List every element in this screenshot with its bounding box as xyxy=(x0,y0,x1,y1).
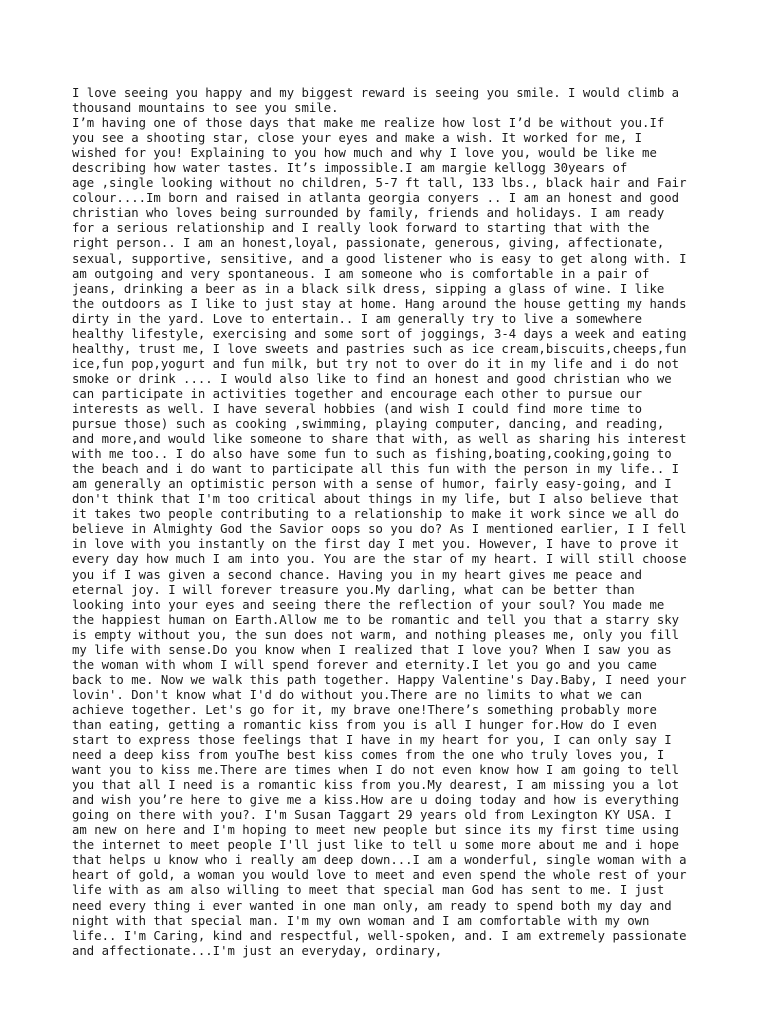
text-line: that helps u know who i really am deep down...I am a wonderful, single woman with a xyxy=(72,853,687,868)
text-line: want you to kiss me.There are times when I do not even know how I am going to tell xyxy=(72,763,680,778)
text-line: for a serious relationship and I really look forward to starting that with the xyxy=(72,221,650,236)
text-line: describing how water tastes. It’s impossible.I am margie kellogg 30years of xyxy=(72,161,628,176)
text-line: thousand mountains to see you smile. xyxy=(72,101,339,116)
text-line: healthy lifestyle, exercising and some sort of joggings, 3-4 days a week and eating xyxy=(72,326,687,341)
text-line: ice,fun pop,yogurt and fun milk, but try not to over do it in my life and i do not xyxy=(72,356,680,371)
text-line: interests as well. I have several hobbies (and wish I could find more time to xyxy=(72,401,643,416)
text-line: christian who loves being surrounded by family, friends and holidays. I am ready xyxy=(72,206,665,221)
text-line: than eating, getting a romantic kiss from you is all I hunger for.How do I even xyxy=(72,717,657,732)
text-line: pursue those) such as cooking ,swimming, playing computer, dancing, and reading, xyxy=(72,417,665,432)
text-line: and affectionate...I'm just an everyday, ordinary, xyxy=(72,943,443,958)
text-line: the beach and i do want to participate all this fun with the person in my life.. I xyxy=(72,462,680,477)
text-line: the woman with whom I will spend forever and eternity.I let you go and you came xyxy=(72,657,657,672)
text-line: sexual, supportive, sensitive, and a good listener who is easy to get along with. I xyxy=(72,251,687,266)
text-line: and more,and would like someone to share that with, as well as sharing his interest xyxy=(72,432,687,447)
text-line: every day how much I am into you. You are the star of my heart. I will still choose xyxy=(72,552,687,567)
text-line: life.. I'm Caring, kind and respectful, well-spoken, and. I am extremely passionate xyxy=(72,928,687,943)
text-line: achieve together. Let's go for it, my brave one!There’s something probably more xyxy=(72,702,657,717)
text-line: the outdoors as I like to just stay at home. Hang around the house getting my hands xyxy=(72,296,687,311)
text-line: am new on here and I'm hoping to meet new people but since its my first time using xyxy=(72,823,680,838)
text-line: eternal joy. I will forever treasure you.My darling, what can be better than xyxy=(72,582,635,597)
text-line: you that all I need is a romantic kiss from you.My dearest, I am missing you a lot xyxy=(72,778,680,793)
text-line: need a deep kiss from youThe best kiss comes from the one who truly loves you, I xyxy=(72,748,665,763)
text-line: night with that special man. I'm my own woman and I am comfortable with my own xyxy=(72,913,650,928)
text-line: it takes two people contributing to a relationship to make it work since we all do xyxy=(72,507,680,522)
text-line: you see a shooting star, close your eyes and make a wish. It worked for me, I xyxy=(72,131,643,146)
text-line: dirty in the yard. Love to entertain.. I am generally try to live a somewhere xyxy=(72,311,643,326)
text-line: am generally an optimistic person with a sense of humor, fairly easy-going, and I xyxy=(72,477,672,492)
text-line: heart of gold, a woman you would love to meet and even spend the whole rest of your xyxy=(72,868,687,883)
text-line: jeans, drinking a beer as in a black silk dress, sipping a glass of wine. I like xyxy=(72,281,665,296)
text-line: colour....Im born and raised in atlanta georgia conyers .. I am an honest and good xyxy=(72,191,680,206)
text-line: the internet to meet people I'll just like to tell u some more about me and i hope xyxy=(72,838,680,853)
text-line: healthy, trust me, I love sweets and pastries such as ice cream,biscuits,cheeps,fun xyxy=(72,341,687,356)
text-line: and wish you’re here to give me a kiss.How are u doing today and how is everything xyxy=(72,793,680,808)
body-text xyxy=(72,86,712,959)
text-line: life with as am also willing to meet that special man God has sent to me. I just xyxy=(72,883,665,898)
text-line: in love with you instantly on the first day I met you. However, I have to prove it xyxy=(72,537,680,552)
text-line: smoke or drink .... I would also like to find an honest and good christian who we xyxy=(72,371,672,386)
text-line: am outgoing and very spontaneous. I am someone who is comfortable in a pair of xyxy=(72,266,650,281)
text-line: can participate in activities together and encourage each other to pursue our xyxy=(72,386,643,401)
text-line: is empty without you, the sun does not warm, and nothing pleases me, only you fill xyxy=(72,627,680,642)
text-line: age ,single looking without no children, 5-7 ft tall, 133 lbs., black hair and Fair xyxy=(72,176,687,191)
text-line: right person.. I am an honest,loyal, passionate, generous, giving, affectionate, xyxy=(72,236,665,251)
text-line: I love seeing you happy and my biggest reward is seeing you smile. I would climb a xyxy=(72,86,680,100)
text-line: with me too.. I do also have some fun to such as fishing,boating,cooking,going to xyxy=(72,447,672,462)
text-line: need every thing i ever wanted in one man only, am ready to spend both my day and xyxy=(72,898,672,913)
text-line: I’m having one of those days that make me realize how lost I’d be without you.If xyxy=(72,116,665,131)
text-line: believe in Almighty God the Savior oops so you do? As I mentioned earlier, I I fell xyxy=(72,522,687,537)
text-line: wished for you! Explaining to you how much and why I love you, would be like me xyxy=(72,146,657,161)
text-line: the happiest human on Earth.Allow me to be romantic and tell you that a starry sky xyxy=(72,612,680,627)
text-line: going on there with you?. I'm Susan Taggart 29 years old from Lexington KY USA. I xyxy=(72,808,672,823)
text-line: you if I was given a second chance. Having you in my heart gives me peace and xyxy=(72,567,643,582)
text-line: looking into your eyes and seeing there the reflection of your soul? You made me xyxy=(72,597,665,612)
text-line: don't think that I'm too critical about things in my life, but I also believe that xyxy=(72,492,680,507)
text-line: back to me. Now we walk this path together. Happy Valentine's Day.Baby, I need your xyxy=(72,672,687,687)
text-line: lovin'. Don't know what I'd do without you.There are no limits to what we can xyxy=(72,687,643,702)
text-line: my life with sense.Do you know when I realized that I love you? When I saw you as xyxy=(72,642,672,657)
text-line: start to express those feelings that I have in my heart for you, I can only say I xyxy=(72,733,672,748)
